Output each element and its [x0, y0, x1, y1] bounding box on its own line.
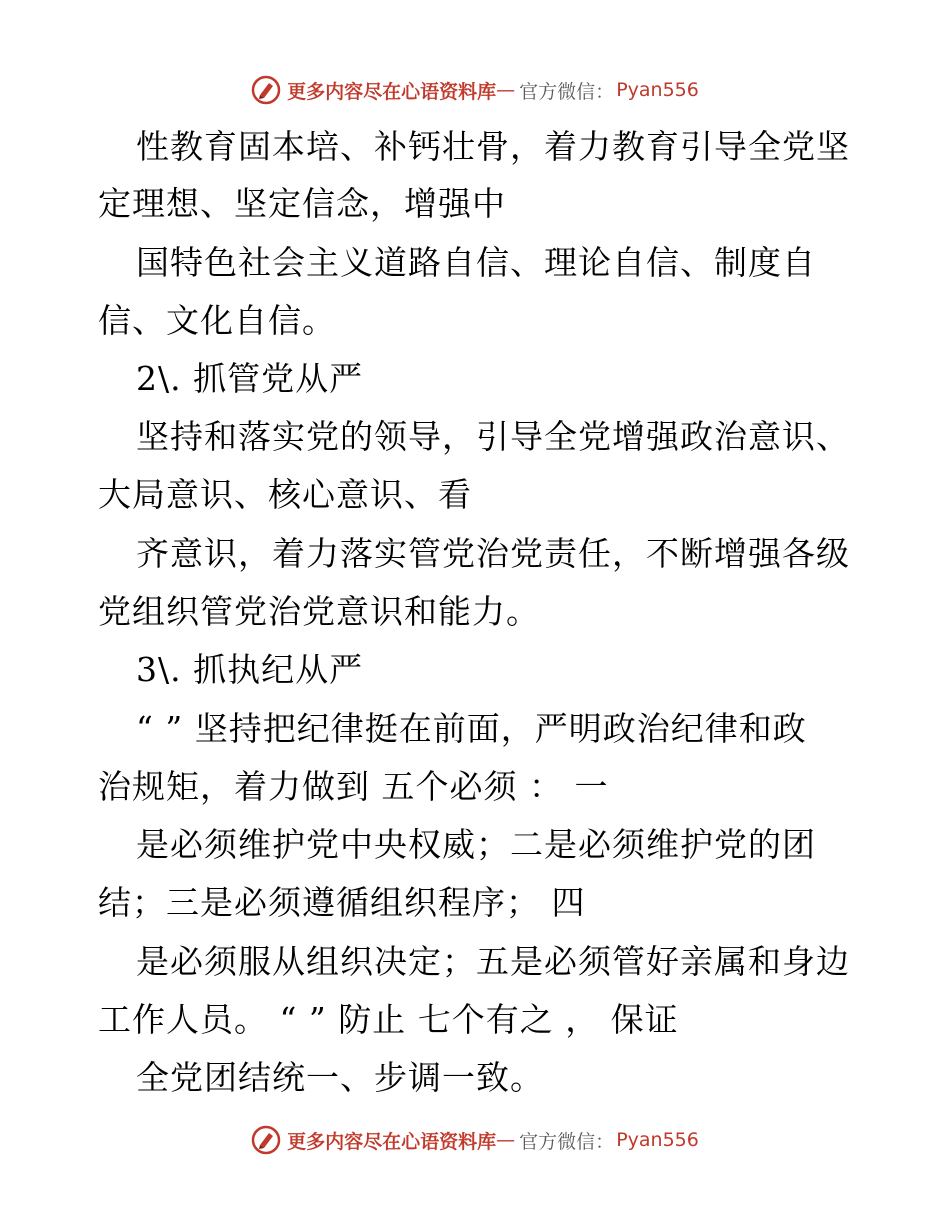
watermark-dash: —	[496, 79, 516, 101]
paragraph-line: 结；三是必须遵循组织程序； 四	[98, 883, 586, 922]
watermark-text: 更多内容尽在心语资料库	[287, 1130, 497, 1153]
paragraph-line: 齐意识，着力落实管党治党责任，不断增强各级	[136, 534, 850, 573]
watermark-dash: —	[496, 1129, 516, 1151]
watermark-text: 更多内容尽在心语资料库	[287, 80, 497, 103]
paragraph-line: 性教育固本培、补钙壮骨，着力教育引导全党坚	[136, 127, 850, 166]
paragraph-line: 党组织管党治党意识和能力。	[98, 592, 540, 631]
paragraph-line: 大局意识、核心意识、看	[98, 475, 472, 514]
paragraph-line: 坚持和落实党的领导，引导全党增强政治意识、	[136, 417, 850, 456]
paragraph-line: 信、文化自信。	[98, 301, 336, 340]
logo-icon	[251, 1125, 281, 1155]
watermark-wechat-id: Pyan556	[616, 1129, 699, 1151]
section-heading: 3\. 抓执纪从严	[136, 650, 364, 689]
paragraph-line: 是必须服从组织决定；五是必须管好亲属和身边	[136, 942, 850, 981]
paragraph-line: 工作人员。 “ ” 防止 七个有之 ， 保证	[98, 1000, 679, 1039]
footer-watermark	[0, 1122, 950, 1158]
paragraph-line: 治规矩，着力做到 五个必须 ： 一	[98, 767, 609, 806]
watermark-wechat-id: Pyan556	[616, 79, 699, 101]
watermark-wechat-label: 官方微信：	[519, 80, 615, 103]
paragraph-line: 定理想、坚定信念，增强中	[98, 184, 506, 223]
paragraph-line: 国特色社会主义道路自信、理论自信、制度自	[136, 243, 816, 282]
paragraph-line: 是必须维护党中央权威；二是必须维护党的团	[136, 825, 816, 864]
paragraph-line: “ ” 坚持把纪律挺在前面，严明政治纪律和政	[136, 709, 807, 748]
section-heading: 2\. 抓管党从严	[136, 359, 364, 398]
paragraph-line: 全党团结统一、步调一致。	[136, 1058, 544, 1097]
watermark-wechat-label: 官方微信：	[519, 1130, 615, 1153]
